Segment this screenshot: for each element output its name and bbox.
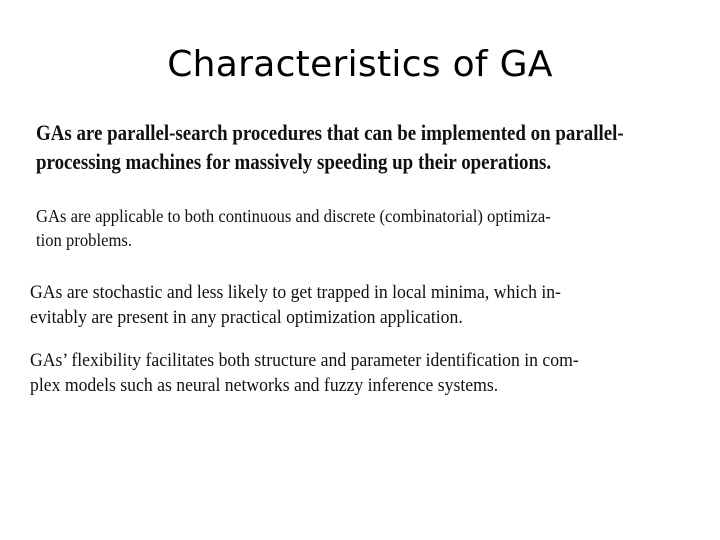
point-line: processing machines for massively speeding up their operations. [36, 149, 552, 174]
point-line: evitably are present in any practical optimization application. [30, 307, 463, 328]
point-line: GAs are applicable to both continuous and discrete (combinatorial) optimiza- [36, 206, 551, 226]
point-parallel-search [36, 118, 624, 176]
point-line: GAs’ flexibility facilitates both structure and parameter identification in com- [30, 350, 579, 371]
point-line: GAs are stochastic and less likely to get trapped in local minima, which in- [30, 282, 561, 303]
point-line: GAs are parallel-search procedures that can be implemented on parallel- [36, 120, 624, 145]
point-applicability [36, 204, 551, 252]
point-line: plex models such as neural networks and fuzzy inference systems. [30, 375, 499, 396]
point-stochastic [30, 280, 561, 330]
point-flexibility [30, 348, 579, 398]
point-line: tion problems. [36, 230, 133, 250]
slide-title: Characteristics of GA [167, 44, 553, 85]
